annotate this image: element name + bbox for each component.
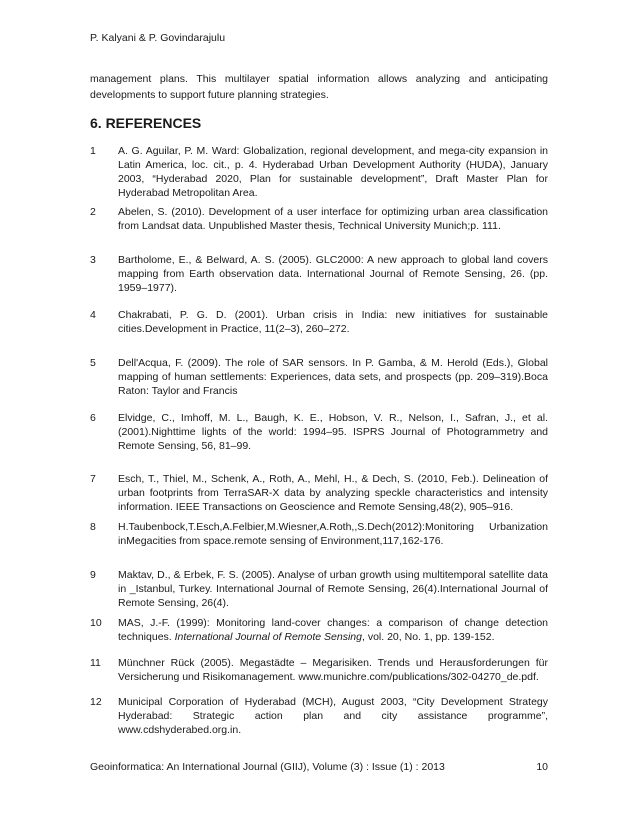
reference-number: 9 bbox=[90, 569, 96, 581]
reference-11 bbox=[90, 656, 548, 684]
footer-journal: Geoinformatica: An International Journal (GIIJ), Volume (3) : Issue (1) : 2013 bbox=[90, 761, 445, 773]
reference-number: 5 bbox=[90, 357, 96, 369]
reference-text: MAS, J.-F. (1999): Monitoring land-cover changes: a comparison of change detection techniques. International Journal of Remote Sensing, vol. 20, No. 1, pp. 139-152. bbox=[118, 617, 548, 643]
reference-number: 3 bbox=[90, 254, 96, 266]
reference-7 bbox=[90, 472, 548, 514]
reference-10 bbox=[90, 616, 548, 644]
reference-text: Chakrabati, P. G. D. (2001). Urban crisis in India: new initiatives for sustainable cities.Development in Practice, 11(2–3), 260–272. bbox=[118, 309, 548, 335]
intro-paragraph: management plans. This multilayer spatial information allows analyzing and anticipating developments to support future planning strategies. bbox=[90, 73, 548, 101]
reference-3 bbox=[90, 253, 548, 295]
running-header: P. Kalyani & P. Govindarajulu bbox=[90, 32, 226, 44]
reference-text: Bartholome, E., & Belward, A. S. (2005). GLC2000: A new approach to global land covers mapping from Earth observation data. International Journal of Remote Sensing, 26. (pp. 1959–1977). bbox=[118, 254, 548, 294]
reference-number: 12 bbox=[90, 696, 102, 708]
reference-text: Esch, T., Thiel, M., Schenk, A., Roth, A., Mehl, H., & Dech, S. (2010, Feb.). Delineation of urban footprints from TerraSAR-X data by analyzing speckle characteristics and intensity information. IEEE Transactions on Geoscience and Remote Sensing,48(2), 905–916. bbox=[118, 473, 548, 513]
reference-number: 6 bbox=[90, 412, 96, 424]
reference-number: 2 bbox=[90, 206, 96, 218]
reference-text: Maktav, D., & Erbek, F. S. (2005). Analyse of urban growth using multitemporal satellite data in _Istanbul, Turkey. International Journal of Remote Sensing, 26(4).International Journal of Remote Sensing, 26(4). bbox=[118, 569, 548, 609]
page-number: 10 bbox=[536, 761, 548, 773]
reference-6 bbox=[90, 411, 548, 453]
journal-title-italic: International Journal of Remote Sensing bbox=[174, 631, 362, 643]
reference-number: 8 bbox=[90, 521, 96, 533]
reference-8 bbox=[90, 520, 548, 548]
reference-12 bbox=[90, 695, 548, 737]
reference-text: Dell'Acqua, F. (2009). The role of SAR sensors. In P. Gamba, & M. Herold (Eds.), Global mapping of human settlements: Experiences, data sets, and prospects (pp. 209–319).Boca Raton: Taylor and Francis bbox=[118, 357, 548, 397]
section-title: 6. REFERENCES bbox=[90, 115, 202, 131]
reference-5 bbox=[90, 356, 548, 398]
reference-text: Elvidge, C., Imhoff, M. L., Baugh, K. E., Hobson, V. R., Nelson, I., Safran, J., et al. (2001).Nighttime lights of the world: 1994–95. ISPRS Journal of Photogrammetry and Remote Sensing, 56, 81–99. bbox=[118, 412, 548, 452]
reference-text: Abelen, S. (2010). Development of a user interface for optimizing urban area classification from Landsat data. Unpublished Master thesis, Technical University Munich;p. 111. bbox=[118, 206, 548, 232]
reference-9 bbox=[90, 568, 548, 610]
reference-text: Münchner Rück (2005). Megastädte – Megarisiken. Trends und Herausforderungen für Versicherung und Risikomanagement. www.munichre.com/publications/302-04270_de.pdf. bbox=[118, 657, 548, 683]
reference-text: H.Taubenbock,T.Esch,A.Felbier,M.Wiesner,A.Roth,,S.Dech(2012):Monitoring Urbanization inMegacities from space.remote sensing of Environment,117,162-176. bbox=[118, 521, 548, 547]
reference-number: 4 bbox=[90, 309, 96, 321]
reference-2 bbox=[90, 205, 548, 233]
reference-text: Municipal Corporation of Hyderabad (MCH), August 2003, “City Development Strategy Hyderabad: Strategic action plan and city assistance programme”, www.cdshyderabed.org.in. bbox=[118, 696, 548, 736]
reference-number: 11 bbox=[90, 657, 101, 669]
reference-number: 7 bbox=[90, 473, 96, 485]
reference-text: A. G. Aguilar, P. M. Ward: Globalization, regional development, and mega-city expansion in Latin America, loc. cit., p. 4. Hyderabad Urban Development Authority (HUDA), January 2003, “Hyderabad 2020, Plan for sustainable development”, Draft Master Plan for Hyderabad Metropolitan Area. bbox=[118, 145, 548, 199]
reference-4 bbox=[90, 308, 548, 336]
reference-number: 1 bbox=[90, 145, 96, 157]
reference-number: 10 bbox=[90, 617, 102, 629]
reference-1 bbox=[90, 144, 548, 200]
